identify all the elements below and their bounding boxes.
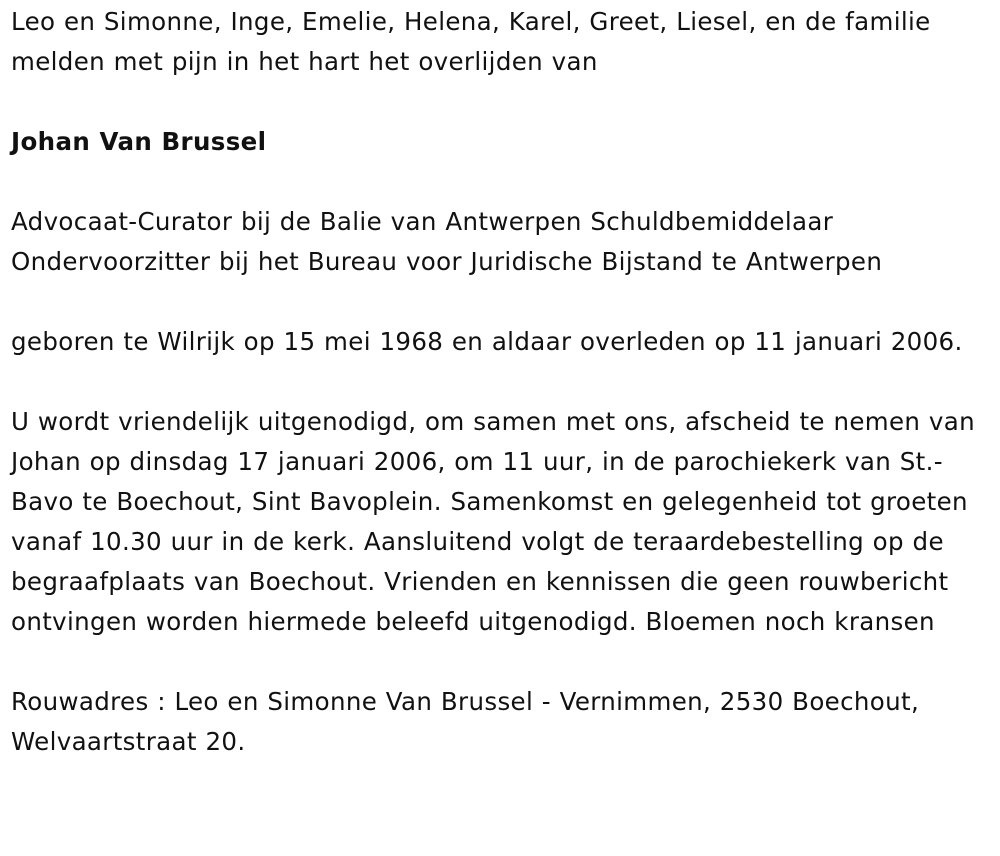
death-notice	[11, 2, 986, 762]
ceremony-paragraph: U wordt vriendelijk uitgenodigd, om samen met ons, afscheid te nemen van Johan op dinsdag 17 januari 2006, om 11 uur, in de parochiekerk van St.-Bavo te Boechout, Sint Bavoplein. Samenkomst en gelegenheid tot groeten vanaf 10.30 uur in de kerk. Aansluitend volgt de teraardebestelling op de begraafplaats van Boechout. Vrienden en kennissen die geen rouwbericht ontvingen worden hiermede beleefd uitgenodigd. Bloemen noch kransen	[11, 407, 976, 636]
birth-death-paragraph: geboren te Wilrijk op 15 mei 1968 en aldaar overleden op 11 januari 2006.	[11, 327, 963, 356]
address-paragraph: Rouwadres : Leo en Simonne Van Brussel - Vernimmen, 2530 Boechout, Welvaartstraat 20.	[11, 687, 920, 756]
intro-paragraph: Leo en Simonne, Inge, Emelie, Helena, Karel, Greet, Liesel, en de familie melden met pijn in het hart het overlijden van	[11, 7, 931, 76]
deceased-name: Johan Van Brussel	[11, 127, 267, 156]
titles-paragraph: Advocaat-Curator bij de Balie van Antwerpen Schuldbemiddelaar Ondervoorzitter bij het Bureau voor Juridische Bijstand te Antwerpen	[11, 207, 883, 276]
